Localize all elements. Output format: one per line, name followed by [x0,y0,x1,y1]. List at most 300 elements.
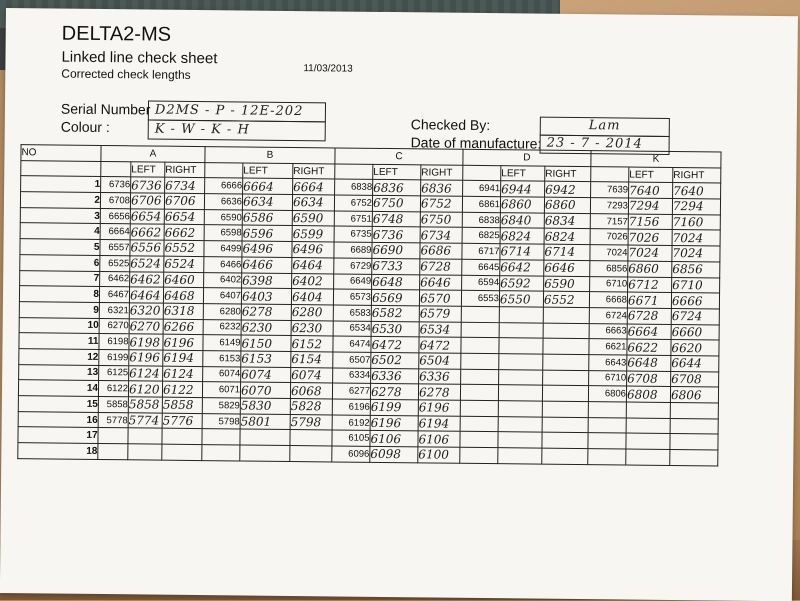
group-b-left-value: 6664 [243,178,293,194]
group-b-left-header: LEFT [243,163,293,179]
group-c-right-value: 6106 [418,431,460,447]
group-a-reference-length: 5778 [98,412,128,428]
group-b-reference-length: 5829 [202,398,240,414]
group-k-right-value: 6660 [671,324,719,340]
group-c-reference-length: 6729 [334,258,372,274]
group-a-reference-length [98,428,128,444]
group-c-left-value: 6502 [371,352,419,368]
group-b-reference-length: 6402 [204,272,242,288]
group-k-reference-length: 6806 [588,386,626,402]
group-k-left-value: 6648 [627,355,671,371]
group-k-reference-length: 7157 [590,213,628,229]
group-k-reference-length [588,449,626,465]
group-c-right-value: 6278 [418,384,460,400]
row-number: 1 [21,176,101,193]
group-d-left-value: 6592 [500,275,544,291]
group-d-reference-length [461,306,499,322]
row-number: 17 [18,427,98,444]
group-c-left-value: 6106 [370,431,418,447]
column-group-c: C [335,148,463,165]
group-a-right-value [162,444,202,460]
group-d-reference-length [460,447,498,463]
group-a-right-value: 5776 [162,413,202,429]
group-c-right-value: 6570 [419,290,461,306]
group-d-right-value: 6552 [543,291,589,307]
group-c-left-value: 6199 [370,399,418,415]
group-k-right-value: 6620 [671,340,719,356]
group-b-left-value: 6634 [242,194,292,210]
group-b-left-value: 6074 [241,367,291,383]
group-k-left-value: 6728 [627,308,671,324]
group-d-reference-length [461,353,499,369]
row-number: 3 [20,207,100,224]
group-c-right-value: 6750 [420,212,462,228]
header-spacer [21,160,101,177]
group-k-reference-length [588,433,626,449]
group-k-left-value: 7640 [629,182,673,198]
group-b-right-value: 6152 [291,336,333,352]
group-d-right-value [542,448,588,464]
group-c-right-value: 6728 [420,259,462,275]
group-d-right-value: 6714 [544,244,590,260]
group-k-right-value: 6806 [670,387,718,403]
group-a-reference-length: 6708 [100,193,130,209]
row-number: 9 [19,302,99,319]
group-b-reference-length: 6590 [204,209,242,225]
group-d-reference-length [461,322,499,338]
checked-by-signature: Lam [588,118,621,134]
group-c-reference-length: 6689 [334,242,372,258]
group-c-reference-length: 6534 [333,321,371,337]
group-c-left-value: 6472 [371,337,419,353]
group-a-reference-length: 5858 [98,396,128,412]
group-c-reference-length: 6334 [333,368,371,384]
group-a-right-value: 6194 [163,350,203,366]
group-d-left-value [498,416,542,432]
group-a-right-value: 6122 [162,381,202,397]
group-k-left-value [626,402,670,418]
group-a-reference-length: 6467 [99,287,129,303]
group-b-reference-length: 6280 [203,303,241,319]
group-c-left-value: 6736 [372,227,420,243]
group-a-right-header: RIGHT [165,162,205,178]
group-k-right-value: 6724 [671,308,719,324]
group-d-right-value [543,354,589,370]
group-c-right-value: 6752 [420,196,462,212]
group-a-reference-length: 6199 [99,349,129,365]
check-sheet-paper [0,8,798,601]
group-d-reference-length: 6838 [462,212,500,228]
group-b-right-value: 6280 [291,304,333,320]
group-c-right-value: 6196 [418,400,460,416]
group-b-reference-length [202,429,240,445]
group-c-reference-length: 6735 [334,226,372,242]
group-k-left-value: 7294 [628,198,672,214]
group-d-left-value: 6944 [501,181,545,197]
group-b-left-value: 6586 [242,210,292,226]
group-c-reference-length: 6838 [335,179,373,195]
group-k-reference-length: 6668 [589,292,627,308]
group-a-left-value: 6124 [129,365,163,381]
group-d-reference-length: 6861 [462,196,500,212]
row-number: 16 [18,411,98,428]
group-d-right-value: 6590 [544,276,590,292]
group-b-left-value: 5801 [240,414,290,430]
group-a-left-value: 5774 [128,412,162,428]
group-b-reference-length: 6071 [202,382,240,398]
group-d-right-value [543,323,589,339]
group-k-right-value [670,450,718,466]
group-b-left-value: 6398 [242,272,292,288]
column-header-no: NO [21,145,101,162]
group-k-reference-length: 7026 [590,229,628,245]
group-k-reference-length: 6724 [589,308,627,324]
colour-label: Colour : [60,118,110,136]
group-b-left-value [240,445,290,461]
group-d-right-value [542,385,588,401]
column-group-k: K [591,151,721,168]
group-a-right-value: 6552 [164,240,204,256]
group-d-right-value [543,370,589,386]
group-k-right-value: 6644 [671,355,719,371]
group-d-right-value: 6824 [544,229,590,245]
group-k-left-value: 7024 [628,245,672,261]
group-d-reference-length [460,400,498,416]
group-k-reference-length: 6856 [590,260,628,276]
group-b-reference-length: 6153 [203,351,241,367]
row-number: 10 [19,317,99,334]
group-c-reference-length: 6649 [334,273,372,289]
group-a-right-value: 6654 [164,209,204,225]
group-d-ref-header [463,165,501,181]
group-c-right-value: 6836 [421,180,463,196]
group-a-right-value: 5858 [162,397,202,413]
group-d-reference-length: 6717 [462,243,500,259]
group-k-right-value: 6666 [671,293,719,309]
group-b-right-value: 5828 [290,398,332,414]
group-b-reference-length: 6598 [204,225,242,241]
group-k-left-value: 7026 [628,229,672,245]
group-a-reference-length: 6321 [99,302,129,318]
group-k-reference-length: 6710 [589,370,627,386]
group-b-reference-length: 6636 [204,194,242,210]
group-c-left-value: 6569 [371,290,419,306]
group-c-reference-length: 6507 [333,352,371,368]
group-d-left-value: 6824 [500,228,544,244]
group-k-right-value [670,434,718,450]
group-d-right-value: 6834 [544,213,590,229]
group-c-ref-header [335,164,373,180]
row-number: 8 [19,286,99,303]
group-a-right-value: 6706 [164,193,204,209]
group-c-reference-length: 6196 [332,399,370,415]
group-b-right-value: 6402 [292,273,334,289]
group-b-right-value: 6154 [291,351,333,367]
group-c-left-value: 6278 [370,384,418,400]
group-k-reference-length: 7639 [591,182,629,198]
group-d-left-value [498,385,542,401]
group-c-left-value: 6690 [372,242,420,258]
group-d-reference-length [460,385,498,401]
group-c-reference-length: 6277 [332,383,370,399]
group-c-right-value: 6534 [419,321,461,337]
group-d-right-value [543,307,589,323]
row-number: 12 [19,349,99,366]
group-d-reference-length: 6594 [462,275,500,291]
group-k-reference-length: 6710 [590,276,628,292]
group-a-right-value: 6124 [163,366,203,382]
group-c-left-value: 6582 [371,305,419,321]
group-a-right-value: 6662 [164,225,204,241]
group-d-reference-length [460,432,498,448]
group-k-ref-header [591,166,629,182]
group-a-right-value: 6196 [163,334,203,350]
group-d-right-value [542,433,588,449]
group-b-left-value [240,429,290,445]
group-d-right-value: 6942 [545,182,591,198]
group-d-left-value: 6550 [499,291,543,307]
row-number: 13 [19,364,99,381]
group-c-right-value: 6734 [420,227,462,243]
group-d-reference-length: 6645 [462,259,500,275]
group-k-left-value: 6622 [627,339,671,355]
group-a-right-value: 6524 [164,256,204,272]
group-d-reference-length: 6941 [463,181,501,197]
group-c-reference-length: 6752 [334,195,372,211]
group-a-left-header: LEFT [131,162,165,178]
group-a-left-value: 6662 [130,224,164,240]
group-k-reference-length: 6621 [589,339,627,355]
group-c-right-value: 6579 [419,306,461,322]
group-c-right-value: 6100 [418,447,460,463]
group-a-left-value: 6654 [130,209,164,225]
checked-by-label: Checked By: [410,116,491,134]
group-b-right-header: RIGHT [293,163,335,179]
row-number: 11 [19,333,99,350]
group-a-left-value: 6556 [130,240,164,256]
group-d-right-value: 6646 [544,260,590,276]
group-b-reference-length: 6149 [203,335,241,351]
sheet-date: 11/03/2013 [303,63,353,75]
group-d-left-value: 6860 [500,197,544,213]
group-c-right-header: RIGHT [421,165,463,181]
group-k-right-header: RIGHT [673,167,721,183]
group-k-reference-length: 7293 [590,198,628,214]
group-c-left-value: 6098 [370,446,418,462]
group-a-left-value: 6198 [129,334,163,350]
group-b-reference-length: 6499 [204,241,242,257]
group-k-left-value: 6708 [627,371,671,387]
group-a-reference-length: 6525 [100,255,130,271]
group-b-right-value: 5798 [290,414,332,430]
group-a-reference-length: 6656 [100,208,130,224]
group-b-right-value: 6230 [291,320,333,336]
check-lengths-table [17,144,721,466]
group-b-reference-length: 6666 [205,178,243,194]
group-c-right-value: 6686 [420,243,462,259]
group-c-reference-length: 6751 [334,211,372,227]
group-c-right-value: 6472 [419,337,461,353]
group-d-left-value: 6714 [500,244,544,260]
group-b-right-value [290,430,332,446]
group-b-right-value: 6074 [291,367,333,383]
group-b-left-value: 5830 [240,398,290,414]
row-number: 2 [20,192,100,209]
group-b-left-value: 6496 [242,241,292,257]
group-c-reference-length: 6096 [332,446,370,462]
group-b-left-value: 6403 [241,288,291,304]
group-b-reference-length [202,445,240,461]
group-a-reference-length: 6122 [98,381,128,397]
date-of-manufacture-value: 23 - 7 - 2014 [546,135,643,152]
group-k-right-value: 7640 [673,183,721,199]
row-number: 15 [18,396,98,413]
group-d-right-value [542,417,588,433]
group-c-right-value: 6646 [420,274,462,290]
column-group-a: A [101,146,205,163]
group-d-reference-length: 6825 [462,228,500,244]
group-k-left-value: 6671 [627,292,671,308]
group-b-right-value: 6464 [292,257,334,273]
group-a-reference-length: 6664 [100,224,130,240]
row-number: 14 [18,380,98,397]
group-c-right-value: 6194 [418,416,460,432]
group-k-left-header: LEFT [629,167,673,183]
group-b-left-value: 6070 [240,382,290,398]
group-k-right-value: 7160 [672,214,720,230]
group-b-right-value [290,446,332,462]
group-a-reference-length: 6125 [99,365,129,381]
group-d-right-value [542,401,588,417]
group-b-reference-length: 5798 [202,413,240,429]
group-b-right-value: 6634 [292,195,334,211]
group-k-left-value: 6664 [627,324,671,340]
group-b-left-value: 6230 [241,320,291,336]
group-c-left-value: 6648 [372,274,420,290]
group-b-reference-length: 6407 [203,288,241,304]
group-a-reference-length: 6557 [100,240,130,256]
group-d-right-value [543,338,589,354]
group-c-left-value: 6530 [371,321,419,337]
group-c-left-value: 6748 [372,211,420,227]
group-d-left-value [499,322,543,338]
group-a-left-value: 6524 [130,256,164,272]
group-b-ref-header [205,162,243,178]
group-k-reference-length: 7024 [590,245,628,261]
group-b-right-value: 6664 [293,179,335,195]
group-d-reference-length [461,338,499,354]
group-a-left-value: 6462 [130,271,164,287]
column-group-d: D [463,149,591,166]
group-k-left-value: 6860 [628,261,672,277]
group-d-left-value [499,338,543,354]
date-of-manufacture-label: Date of manufacture: [410,134,542,152]
group-b-left-value: 6150 [241,335,291,351]
group-a-right-value: 6318 [163,303,203,319]
row-number: 7 [20,270,100,287]
group-d-reference-length [461,369,499,385]
group-k-left-value [626,449,670,465]
group-k-left-value [626,433,670,449]
group-c-left-value: 6836 [373,180,421,196]
group-k-right-value: 6710 [672,277,720,293]
serial-number-label: Serial Number [60,100,151,118]
group-a-left-value: 6320 [129,303,163,319]
row-number: 4 [20,223,100,240]
sheet-subtitle: Linked line check sheet [61,48,218,68]
group-d-left-value [499,354,543,370]
group-k-right-value: 7294 [672,199,720,215]
group-c-reference-length: 6583 [333,305,371,321]
group-b-right-value: 6590 [292,210,334,226]
group-k-left-value: 6712 [628,277,672,293]
group-k-left-value: 7156 [628,214,672,230]
group-d-reference-length [460,416,498,432]
group-b-left-value: 6278 [241,304,291,320]
sheet-title: DELTA2-MS [61,22,172,46]
group-b-left-value: 6153 [241,351,291,367]
group-a-right-value: 6266 [163,319,203,335]
group-b-reference-length: 6232 [203,319,241,335]
group-a-left-value: 6736 [131,177,165,193]
group-b-left-value: 6466 [242,257,292,273]
group-k-right-value [670,402,718,418]
group-c-left-header: LEFT [373,164,421,180]
group-d-left-value: 6642 [500,259,544,275]
group-k-right-value: 7024 [672,230,720,246]
group-c-left-value: 6196 [370,415,418,431]
group-d-left-value [498,432,542,448]
serial-number-value: D2MS - P - 12E-202 [154,102,304,120]
group-b-right-value: 6404 [291,289,333,305]
row-number: 6 [20,254,100,271]
group-a-left-value: 6120 [128,381,162,397]
group-a-left-value [128,428,162,444]
colour-value: K - W - K - H [154,121,250,138]
group-k-right-value: 6856 [672,261,720,277]
group-d-left-value [498,401,542,417]
group-d-left-value [499,307,543,323]
group-b-right-value: 6496 [292,242,334,258]
group-c-left-value: 6733 [372,258,420,274]
group-a-right-value: 6468 [163,287,203,303]
group-k-left-value [626,418,670,434]
group-k-right-value: 7024 [672,246,720,262]
group-a-right-value: 6460 [164,272,204,288]
group-c-reference-length: 6105 [332,430,370,446]
group-b-right-value: 6068 [290,383,332,399]
group-c-right-value: 6336 [419,368,461,384]
group-k-reference-length [588,417,626,433]
column-group-b: B [205,147,335,164]
group-b-left-value: 6596 [242,225,292,241]
group-d-left-value [499,369,543,385]
group-a-ref-header [101,161,131,177]
group-a-left-value [128,444,162,460]
group-k-reference-length [588,402,626,418]
group-a-reference-length [98,444,128,460]
group-d-right-header: RIGHT [545,166,591,182]
group-a-reference-length: 6736 [101,177,131,193]
group-c-right-value: 6504 [419,353,461,369]
group-b-reference-length: 6466 [204,256,242,272]
row-number: 5 [20,239,100,256]
group-c-reference-length: 6474 [333,336,371,352]
group-c-left-value: 6336 [371,368,419,384]
group-c-left-value: 6750 [372,195,420,211]
group-b-reference-length: 6074 [203,366,241,382]
group-a-reference-length: 6198 [99,334,129,350]
